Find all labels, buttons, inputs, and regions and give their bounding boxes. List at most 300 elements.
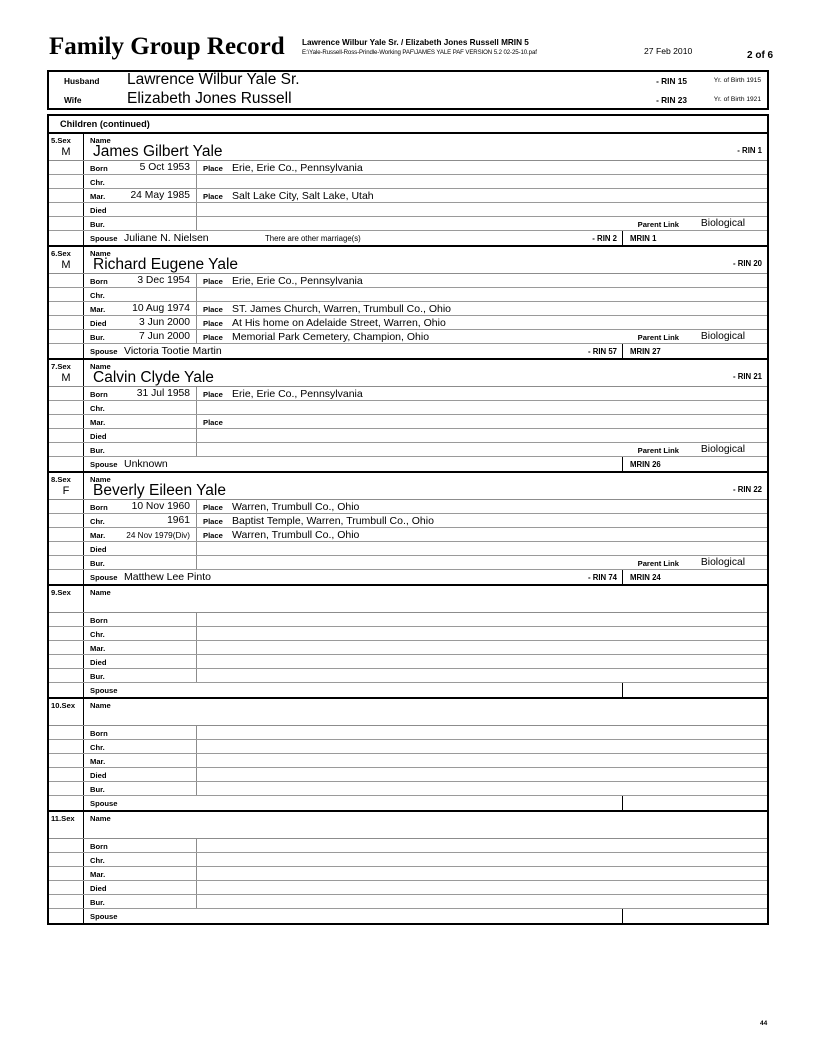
child-name-label: Name	[90, 362, 111, 371]
child-event-row	[49, 443, 767, 457]
mrin-value: MRIN 26	[630, 460, 661, 469]
event-date-cell	[84, 881, 197, 894]
child-event-row	[49, 514, 767, 528]
child-event-row	[49, 542, 767, 556]
child-sex-value: M	[61, 146, 71, 158]
event-label: Chr.	[90, 291, 105, 300]
event-label: Mar.	[90, 418, 106, 427]
event-date-value: 24 May 1985	[130, 190, 190, 201]
event-place-cell	[197, 839, 767, 852]
event-label: Mar.	[90, 644, 106, 653]
header-date: 27 Feb 2010	[644, 46, 693, 56]
child-sex-cell	[49, 134, 84, 160]
event-label: Born	[90, 277, 108, 286]
child-index-label: 6.Sex	[51, 249, 71, 258]
child-row-gutter	[49, 231, 84, 245]
child-row-gutter	[49, 909, 84, 923]
event-place-cell	[197, 853, 767, 866]
child-event-row	[49, 754, 767, 768]
place-value: Salt Lake City, Salt Lake, Utah	[232, 189, 374, 202]
child-event-row	[49, 316, 767, 330]
child-row-gutter	[49, 500, 84, 513]
place-value: Erie, Erie Co., Pennsylvania	[232, 161, 363, 174]
event-date-cell	[84, 895, 197, 908]
child-event-row	[49, 627, 767, 641]
event-place-cell	[197, 189, 767, 202]
event-place-cell	[197, 726, 767, 739]
event-label: Born	[90, 164, 108, 173]
event-date-cell	[84, 754, 197, 767]
spouse-label: Spouse	[90, 912, 118, 921]
other-marriages-note: There are other marriage(s)	[265, 233, 361, 243]
mrin-cell	[623, 909, 767, 923]
child-block	[49, 699, 767, 812]
event-label: Chr.	[90, 517, 105, 526]
event-date-cell	[84, 203, 197, 216]
event-label: Died	[90, 658, 107, 667]
place-value: ST. James Church, Warren, Trumbull Co., Ohio	[232, 302, 452, 315]
child-name-row	[49, 812, 767, 839]
child-row-gutter	[49, 754, 84, 767]
place-value: Warren, Trumbull Co., Ohio	[232, 500, 360, 513]
spouse-cell	[84, 344, 623, 358]
event-place-cell	[197, 514, 767, 527]
child-name-value: Calvin Clyde Yale	[93, 369, 214, 386]
child-row-gutter	[49, 641, 84, 654]
event-date-value: 7 Jun 2000	[139, 331, 190, 342]
spouse-label: Spouse	[90, 347, 118, 356]
spouse-rin: - RIN 57	[587, 347, 617, 356]
child-index-label: 8.Sex	[51, 475, 71, 484]
parent-link-value: Biological	[700, 557, 745, 568]
place-label: Place	[203, 277, 223, 286]
child-row-gutter	[49, 161, 84, 174]
event-place-cell	[197, 175, 767, 188]
event-label: Chr.	[90, 178, 105, 187]
event-place-cell	[197, 528, 767, 541]
child-sex-value: M	[61, 372, 71, 384]
event-date-cell	[84, 316, 197, 329]
event-date-value: 1961	[167, 515, 190, 526]
child-event-row	[49, 740, 767, 754]
child-index-label: 10.Sex	[51, 701, 76, 710]
spouse-label: Spouse	[90, 234, 118, 243]
place-label: Place	[203, 192, 223, 201]
spouse-label: Spouse	[90, 799, 118, 808]
child-block	[49, 134, 767, 247]
child-sex-cell	[49, 360, 84, 386]
parent-link-label: Parent Link	[637, 559, 679, 568]
child-spouse-row	[49, 231, 767, 245]
child-row-gutter	[49, 782, 84, 795]
event-place-cell	[197, 161, 767, 174]
child-rin: - RIN 21	[732, 372, 762, 381]
child-sex-cell	[49, 812, 84, 838]
child-event-row	[49, 175, 767, 189]
event-date-cell	[84, 740, 197, 753]
child-event-row	[49, 881, 767, 895]
child-row-gutter	[49, 175, 84, 188]
child-row-gutter	[49, 867, 84, 880]
event-place-cell	[197, 768, 767, 781]
child-event-row	[49, 839, 767, 853]
parent-link-value: Biological	[700, 218, 745, 229]
child-event-row	[49, 415, 767, 429]
event-place-cell	[197, 754, 767, 767]
event-label: Bur.	[90, 220, 105, 229]
event-date-value: 3 Dec 1954	[137, 275, 190, 286]
child-event-row	[49, 782, 767, 796]
child-event-row	[49, 613, 767, 627]
event-date-cell	[84, 429, 197, 442]
place-value: Erie, Erie Co., Pennsylvania	[232, 274, 363, 287]
child-row-gutter	[49, 387, 84, 400]
child-event-row	[49, 429, 767, 443]
spouse-cell	[84, 909, 623, 923]
child-index-label: 9.Sex	[51, 588, 71, 597]
event-place-cell	[197, 330, 767, 343]
child-event-row	[49, 853, 767, 867]
header-couple-line: Lawrence Wilbur Yale Sr. / Elizabeth Jones Russell MRIN 5	[302, 38, 529, 47]
couple-summary-box	[47, 70, 769, 110]
child-event-row	[49, 330, 767, 344]
event-date-value: 31 Jul 1958	[136, 388, 190, 399]
parent-link-label: Parent Link	[637, 333, 679, 342]
event-date-cell	[84, 853, 197, 866]
child-row-gutter	[49, 401, 84, 414]
child-row-gutter	[49, 853, 84, 866]
child-block	[49, 586, 767, 699]
event-label: Mar.	[90, 531, 106, 540]
event-date-cell	[84, 514, 197, 527]
event-date-cell	[84, 415, 197, 428]
child-block	[49, 247, 767, 360]
event-date-cell	[84, 401, 197, 414]
event-place-cell	[197, 613, 767, 626]
event-place-cell	[197, 500, 767, 513]
event-date-cell	[84, 542, 197, 555]
page-title: Family Group Record	[49, 33, 285, 60]
spouse-label: Spouse	[90, 573, 118, 582]
event-label: Born	[90, 503, 108, 512]
spouse-label: Spouse	[90, 460, 118, 469]
husband-name: Lawrence Wilbur Yale Sr.	[127, 71, 300, 88]
child-name-value: Richard Eugene Yale	[93, 256, 239, 273]
event-date-cell	[84, 500, 197, 513]
event-date-cell	[84, 641, 197, 654]
footer-number: 44	[760, 1020, 768, 1027]
mrin-cell	[623, 457, 767, 471]
child-row-gutter	[49, 556, 84, 569]
event-date-cell	[84, 655, 197, 668]
page-number: 2 of 6	[747, 50, 774, 61]
event-date-value: 10 Aug 1974	[132, 303, 190, 314]
event-label: Born	[90, 616, 108, 625]
event-place-cell	[197, 217, 767, 230]
event-label: Chr.	[90, 404, 105, 413]
event-place-cell	[197, 881, 767, 894]
event-label: Born	[90, 729, 108, 738]
child-name-label: Name	[90, 249, 111, 258]
parent-link-label: Parent Link	[637, 220, 679, 229]
child-event-row	[49, 556, 767, 570]
mrin-cell	[623, 683, 767, 697]
event-place-cell	[197, 443, 767, 456]
child-row-gutter	[49, 613, 84, 626]
child-name-row	[49, 247, 767, 274]
event-place-cell	[197, 316, 767, 329]
event-date-cell	[84, 330, 197, 343]
child-row-gutter	[49, 683, 84, 697]
event-place-cell	[197, 669, 767, 682]
event-place-cell	[197, 867, 767, 880]
child-name-label: Name	[90, 136, 111, 145]
event-date-cell	[84, 726, 197, 739]
child-row-gutter	[49, 217, 84, 230]
event-place-cell	[197, 895, 767, 908]
child-event-row	[49, 528, 767, 542]
children-section-heading	[49, 116, 767, 134]
place-label: Place	[203, 319, 223, 328]
child-row-gutter	[49, 570, 84, 584]
event-label: Died	[90, 319, 107, 328]
child-event-row	[49, 274, 767, 288]
event-date-value: 24 Nov 1979(Div)	[126, 530, 190, 540]
event-date-cell	[84, 613, 197, 626]
event-label: Chr.	[90, 743, 105, 752]
child-row-gutter	[49, 740, 84, 753]
child-name-value: Beverly Eileen Yale	[93, 482, 226, 499]
place-label: Place	[203, 418, 223, 427]
place-label: Place	[203, 503, 223, 512]
child-row-gutter	[49, 726, 84, 739]
wife-name: Elizabeth Jones Russell	[127, 90, 292, 107]
place-label: Place	[203, 517, 223, 526]
child-event-row	[49, 161, 767, 175]
child-spouse-row	[49, 683, 767, 697]
event-place-cell	[197, 302, 767, 315]
child-spouse-row	[49, 457, 767, 471]
child-sex-cell	[49, 247, 84, 273]
child-name-label: Name	[90, 701, 111, 710]
child-event-row	[49, 302, 767, 316]
spouse-name: Victoria Tootie Martin	[124, 344, 222, 357]
event-date-cell	[84, 867, 197, 880]
child-rin: - RIN 20	[732, 259, 762, 268]
mrin-cell	[623, 231, 767, 245]
children-table	[47, 114, 769, 925]
event-label: Mar.	[90, 192, 106, 201]
child-row-gutter	[49, 528, 84, 541]
event-place-cell	[197, 782, 767, 795]
event-date-cell	[84, 387, 197, 400]
child-row-gutter	[49, 839, 84, 852]
event-label: Bur.	[90, 333, 105, 342]
child-event-row	[49, 895, 767, 909]
child-event-row	[49, 641, 767, 655]
spouse-rin: - RIN 2	[592, 234, 617, 243]
husband-label: Husband	[64, 76, 100, 86]
place-value: Baptist Temple, Warren, Trumbull Co., Ohio	[232, 514, 434, 527]
event-label: Died	[90, 771, 107, 780]
husband-row	[49, 72, 767, 91]
event-label: Bur.	[90, 785, 105, 794]
event-date-cell	[84, 274, 197, 287]
child-event-row	[49, 387, 767, 401]
child-block	[49, 812, 767, 923]
child-event-row	[49, 669, 767, 683]
event-date-cell	[84, 782, 197, 795]
place-label: Place	[203, 305, 223, 314]
place-label: Place	[203, 531, 223, 540]
event-date-cell	[84, 288, 197, 301]
child-name-row	[49, 699, 767, 726]
event-date-cell	[84, 189, 197, 202]
spouse-rin: - RIN 74	[587, 573, 617, 582]
child-row-gutter	[49, 274, 84, 287]
spouse-cell	[84, 796, 623, 810]
parent-link-value: Biological	[700, 331, 745, 342]
child-row-gutter	[49, 669, 84, 682]
event-label: Chr.	[90, 630, 105, 639]
event-date-cell	[84, 175, 197, 188]
child-index-label: 11.Sex	[51, 814, 75, 823]
child-row-gutter	[49, 457, 84, 471]
event-label: Chr.	[90, 856, 105, 865]
event-label: Born	[90, 842, 108, 851]
child-sex-cell	[49, 473, 84, 499]
event-label: Bur.	[90, 559, 105, 568]
child-row-gutter	[49, 415, 84, 428]
event-date-value: 3 Jun 2000	[139, 317, 190, 328]
event-place-cell	[197, 387, 767, 400]
child-event-row	[49, 189, 767, 203]
spouse-label: Spouse	[90, 686, 118, 695]
child-event-row	[49, 217, 767, 231]
child-rin: - RIN 22	[732, 485, 762, 494]
event-date-cell	[84, 217, 197, 230]
event-date-cell	[84, 302, 197, 315]
event-date-cell	[84, 669, 197, 682]
wife-rin: - RIN 23	[656, 95, 687, 105]
child-name-label: Name	[90, 475, 111, 484]
header-center-block	[302, 37, 632, 57]
spouse-name: Juliane N. Nielsen	[124, 231, 209, 244]
spouse-name: Unknown	[124, 457, 168, 470]
event-place-cell	[197, 740, 767, 753]
event-label: Mar.	[90, 757, 106, 766]
child-event-row	[49, 655, 767, 669]
event-date-cell	[84, 768, 197, 781]
event-place-cell	[197, 641, 767, 654]
wife-year-of-birth: Yr. of Birth 1921	[713, 96, 761, 103]
wife-label: Wife	[64, 95, 82, 105]
event-label: Bur.	[90, 898, 105, 907]
event-label: Died	[90, 206, 107, 215]
child-rin: - RIN 1	[737, 146, 762, 155]
child-event-row	[49, 726, 767, 740]
child-sex-cell	[49, 586, 84, 612]
child-row-gutter	[49, 316, 84, 329]
child-event-row	[49, 768, 767, 782]
child-name-row	[49, 473, 767, 500]
child-row-gutter	[49, 881, 84, 894]
place-label: Place	[203, 390, 223, 399]
place-value: Memorial Park Cemetery, Champion, Ohio	[232, 330, 430, 343]
child-event-row	[49, 288, 767, 302]
place-value: Erie, Erie Co., Pennsylvania	[232, 387, 363, 400]
event-label: Bur.	[90, 672, 105, 681]
child-row-gutter	[49, 655, 84, 668]
header-file-path: E:\Yale-Russell-Ross-Prindle-Working PAF\JAMES YALE PAF VERSION 5.2 02-25-10.paf	[302, 49, 537, 56]
mrin-value: MRIN 27	[630, 347, 661, 356]
child-row-gutter	[49, 302, 84, 315]
spouse-cell	[84, 231, 623, 245]
child-row-gutter	[49, 203, 84, 216]
child-spouse-row	[49, 570, 767, 584]
event-place-cell	[197, 542, 767, 555]
mrin-cell	[623, 344, 767, 358]
child-row-gutter	[49, 895, 84, 908]
mrin-value: MRIN 24	[630, 573, 661, 582]
child-sex-cell	[49, 699, 84, 725]
place-value: At His home on Adelaide Street, Warren, Ohio	[232, 316, 446, 329]
child-index-label: 7.Sex	[51, 362, 71, 371]
child-name-label: Name	[90, 588, 111, 597]
child-row-gutter	[49, 768, 84, 781]
child-block	[49, 360, 767, 473]
event-date-cell	[84, 528, 197, 541]
child-event-row	[49, 500, 767, 514]
child-event-row	[49, 401, 767, 415]
child-row-gutter	[49, 796, 84, 810]
child-name-label: Name	[90, 814, 111, 823]
event-label: Died	[90, 432, 107, 441]
wife-row	[49, 91, 767, 110]
children-heading-label: Children (continued)	[60, 119, 150, 129]
parent-link-label: Parent Link	[637, 446, 679, 455]
event-label: Died	[90, 884, 107, 893]
child-row-gutter	[49, 443, 84, 456]
event-place-cell	[197, 288, 767, 301]
event-date-cell	[84, 443, 197, 456]
child-row-gutter	[49, 330, 84, 343]
event-place-cell	[197, 627, 767, 640]
event-label: Mar.	[90, 870, 106, 879]
child-row-gutter	[49, 542, 84, 555]
event-place-cell	[197, 655, 767, 668]
event-label: Died	[90, 545, 107, 554]
place-label: Place	[203, 333, 223, 342]
husband-rin: - RIN 15	[656, 76, 687, 86]
event-label: Bur.	[90, 446, 105, 455]
mrin-cell	[623, 570, 767, 584]
child-row-gutter	[49, 189, 84, 202]
mrin-value: MRIN 1	[630, 234, 657, 243]
child-name-row	[49, 360, 767, 387]
spouse-cell	[84, 570, 623, 584]
child-sex-value: M	[61, 259, 71, 271]
event-date-cell	[84, 839, 197, 852]
spouse-cell	[84, 457, 623, 471]
event-place-cell	[197, 274, 767, 287]
event-place-cell	[197, 401, 767, 414]
child-block	[49, 473, 767, 586]
child-row-gutter	[49, 627, 84, 640]
child-name-row	[49, 586, 767, 613]
parent-link-value: Biological	[700, 444, 745, 455]
child-name-row	[49, 134, 767, 161]
